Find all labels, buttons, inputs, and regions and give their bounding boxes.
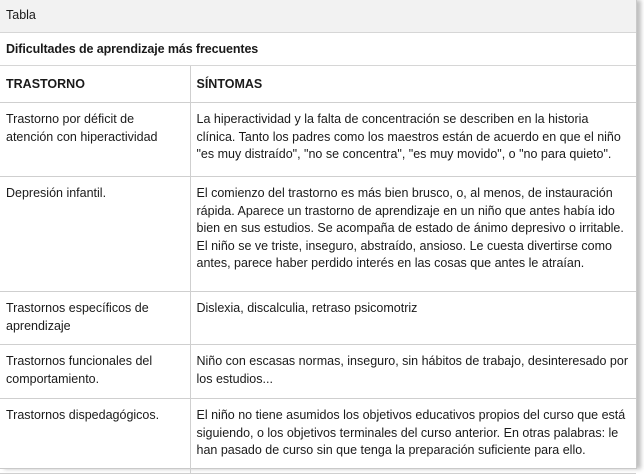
table-caption: Tabla [0,0,636,33]
table-title: Dificultades de aprendizaje más frecuentes [0,33,636,66]
symptoms-cell: Dislexia, discalculia, retraso psicomotriz [190,292,636,345]
disorder-cell: Trastornos funcionales del comportamiento. [0,345,190,399]
header-row [0,66,636,103]
symptoms-cell: El niño no tiene asumidos los objetivos educativos propios del curso que está siguiendo, o los objetivos terminales del curso anterior. En otras palabras: le han pasado de curso sin que tenga la preparación suficiente para ello. [190,399,636,474]
table-row [0,177,636,292]
table-row [0,345,636,399]
disorder-cell: Trastorno por déficit de atención con hiperactividad [0,103,190,177]
table-row [0,399,636,474]
learning-difficulties-table [0,66,636,474]
symptoms-cell: El comienzo del trastorno es más bien brusco, o, al menos, de instauración rápida. Aparece un trastorno de aprendizaje en un niño que antes había ido bien en sus estudios. Se acompaña de estado de ánimo depresivo o irritable. El niño se ve triste, inseguro, abstraído, ansioso. Le cuesta divertirse como antes, parece haber perdido interés en las cosas que antes le atraían. [190,177,636,292]
header-disorder: TRASTORNO [0,66,190,103]
table-row [0,103,636,177]
header-symptoms: SÍNTOMAS [190,66,636,103]
disorder-cell: Depresión infantil. [0,177,190,292]
table-row [0,292,636,345]
symptoms-cell: Niño con escasas normas, inseguro, sin hábitos de trabajo, desinteresado por los estudios... [190,345,636,399]
symptoms-cell: La hiperactividad y la falta de concentración se describen en la historia clínica. Tanto los padres como los maestros están de acuerdo en que el niño "es muy distraído", "no se concentra", "es muy movido", o "no para quieto". [190,103,636,177]
disorder-cell: Trastornos dispedagógicos. [0,399,190,474]
disorder-cell: Trastornos específicos de aprendizaje [0,292,190,345]
